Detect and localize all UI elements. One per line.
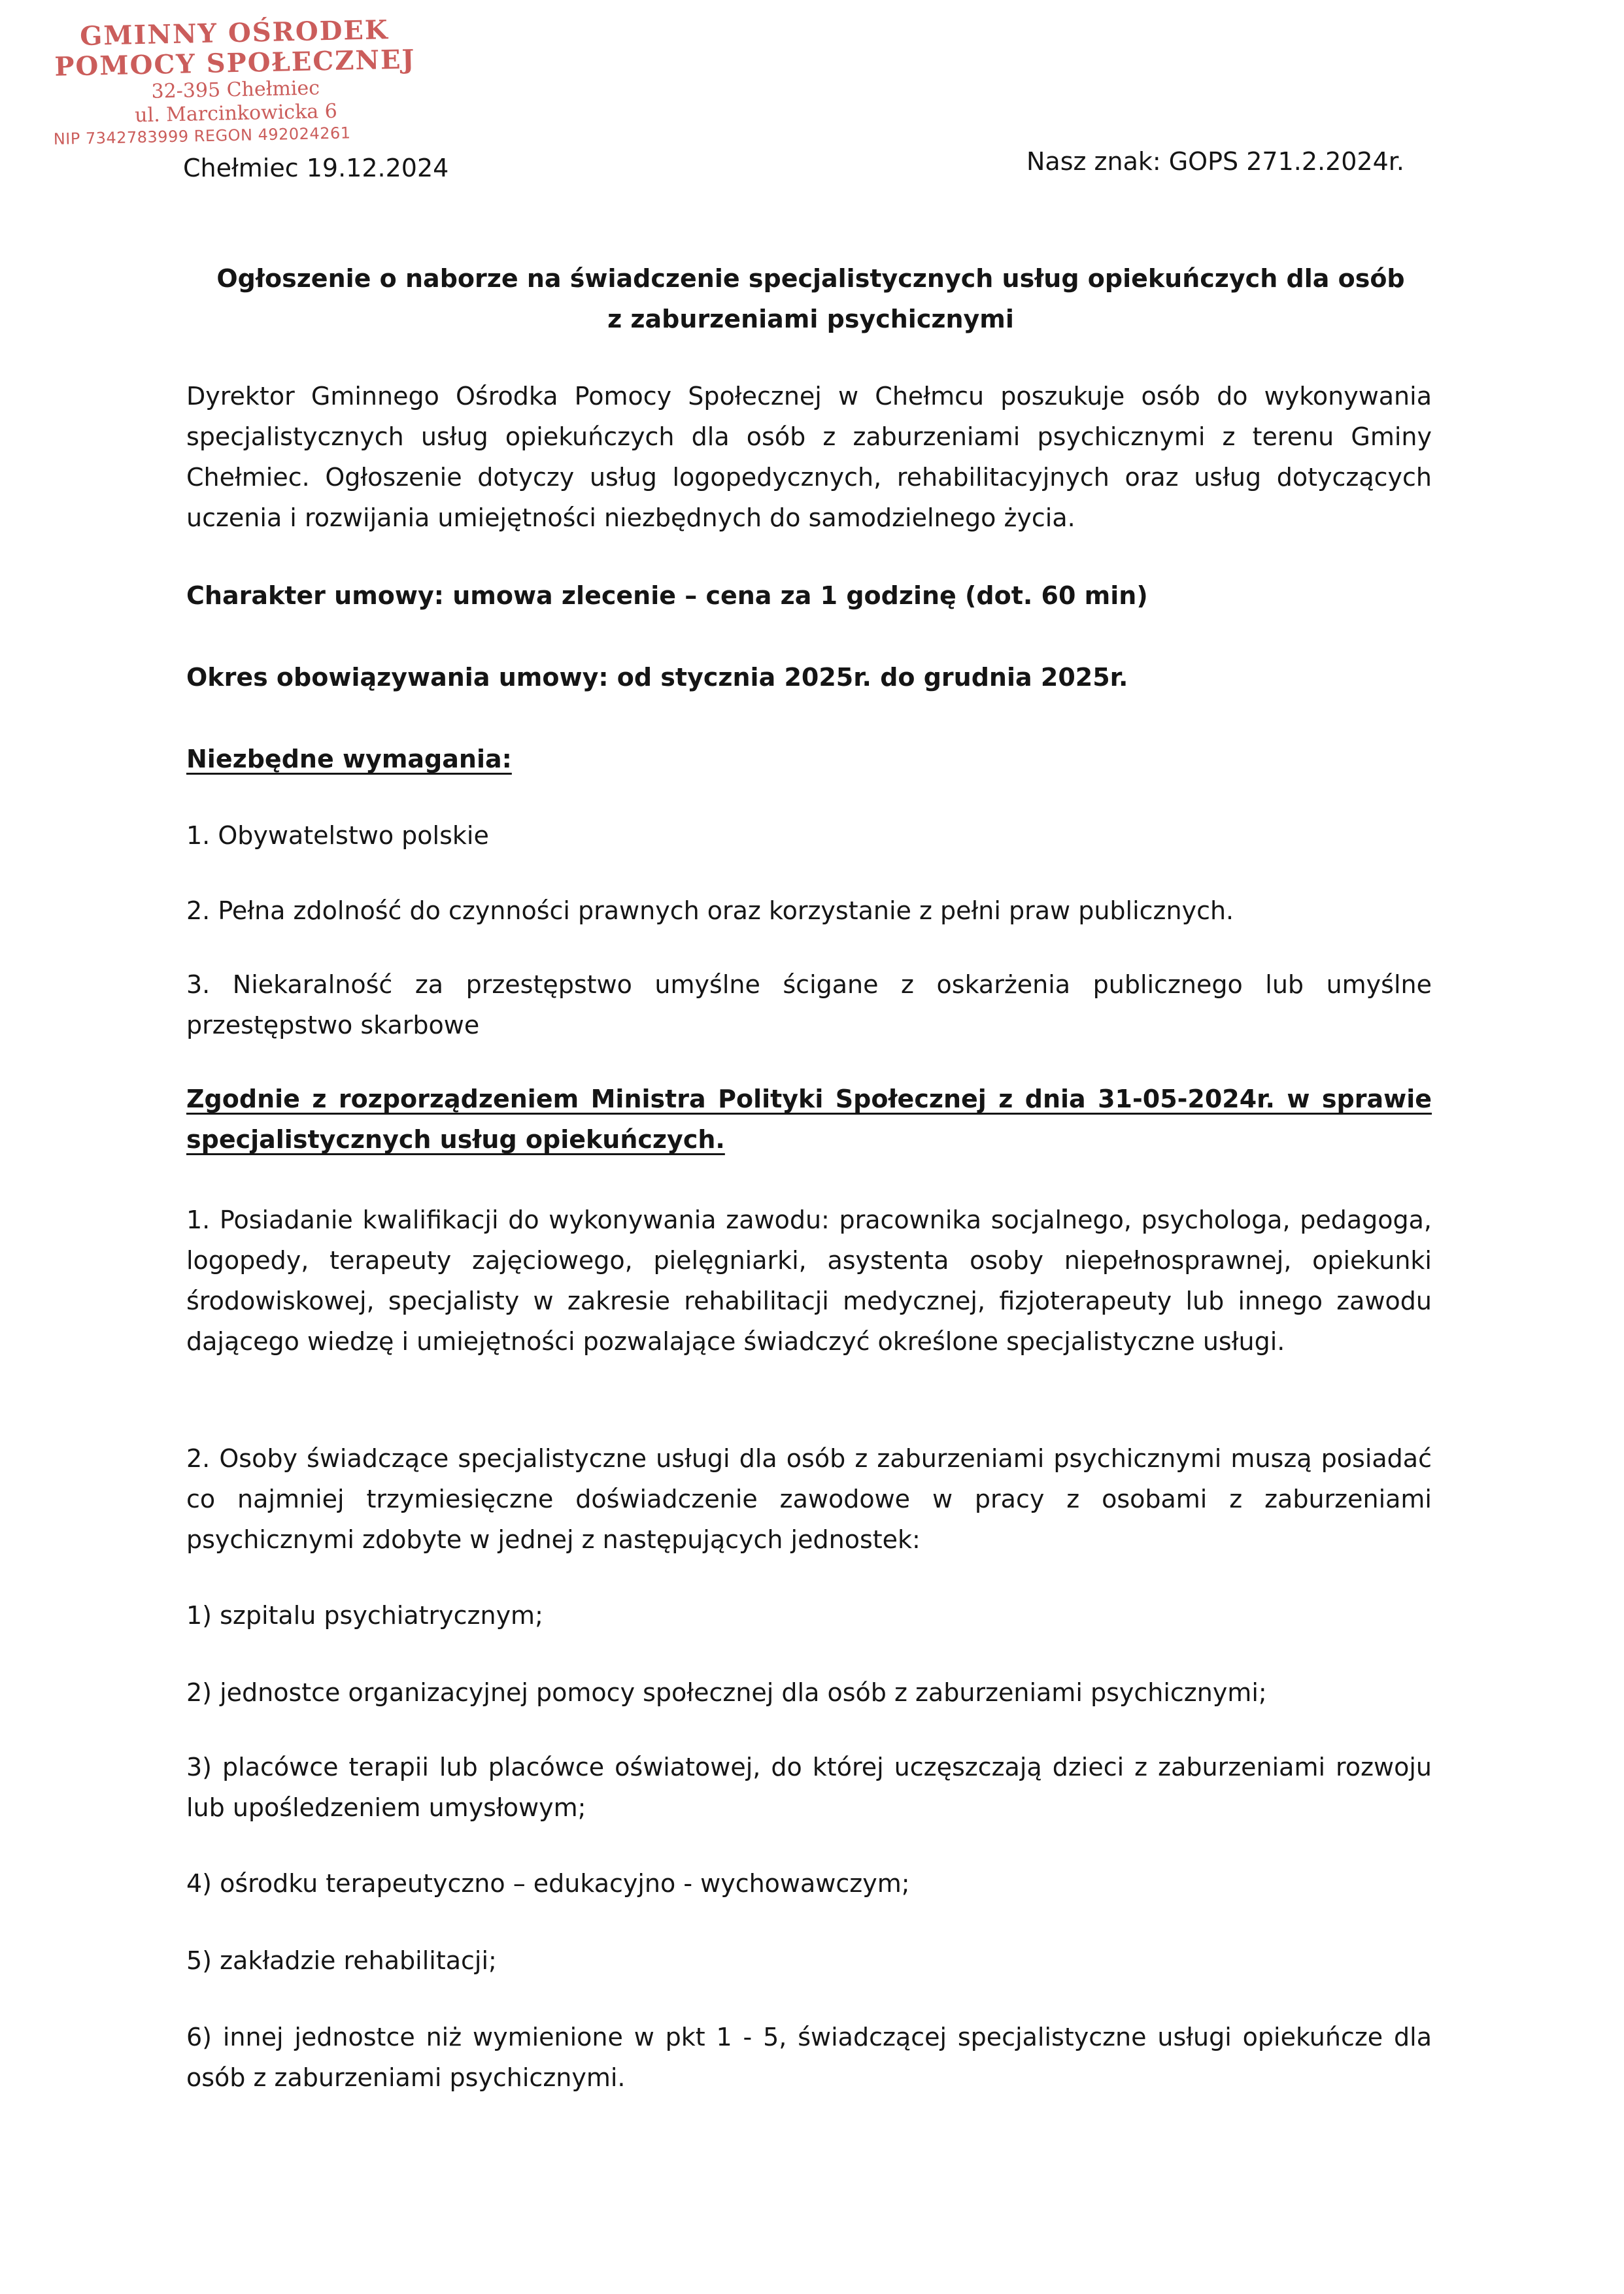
requirements-heading: Niezbędne wymagania:	[186, 745, 512, 773]
unit-item-4: 4) ośrodku terapeutyczno – edukacyjno - wychowawczym;	[186, 1869, 910, 1898]
office-stamp	[38, 14, 433, 150]
stamp-line-3: 32-395 Chełmiec	[151, 76, 320, 103]
intro-paragraph: Dyrektor Gminnego Ośrodka Pomocy Społecznej w Chełmcu poszukuje osób do wykonywania specjalistycznych usług opiekuńczych dla osób z zaburzeniami psychicznymi z terenu Gminy Chełmiec. Ogłoszenie dotyczy usług logopedycznych, rehabilitacyjnych oraz usług dotyczących uczenia i rozwijania umiejętności niezbędnych do samodzielnego życia.	[186, 382, 1432, 532]
document-title	[183, 258, 1438, 339]
contract-type: Charakter umowy: umowa zlecenie – cena za 1 godzinę (dot. 60 min)	[186, 581, 1148, 610]
title-line-2: z zaburzeniami psychicznymi	[607, 305, 1014, 333]
unit-item-3: 3) placówce terapii lub placówce oświatowej, do której uczęszczają dzieci z zaburzeniami rozwoju lub upośledzeniem umysłowym;	[186, 1753, 1432, 1822]
requirement-item-1: 1. Obywatelstwo polskie	[186, 821, 489, 850]
unit-item-6: 6) innej jednostce niż wymienione w pkt 1 - 5, świadczącej specjalistyczne usługi opiekuńcze dla osób z zaburzeniami psychicznymi.	[186, 2023, 1432, 2092]
regulation-point-2: 2. Osoby świadczące specjalistyczne usługi dla osób z zaburzeniami psychicznymi muszą posiadać co najmniej trzymiesięczne doświadczenie zawodowe w pracy z osobami z zaburzeniami psychicznymi zdobyte w jednej z następujących jednostek:	[186, 1444, 1432, 1554]
regulation-heading: Zgodnie z rozporządzeniem Ministra Polityki Społecznej z dnia 31-05-2024r. w sprawie specjalistycznych usług opiekuńczych.	[186, 1085, 1432, 1154]
unit-item-2: 2) jednostce organizacyjnej pomocy społecznej dla osób z zaburzeniami psychicznymi;	[186, 1678, 1267, 1707]
stamp-line-4: ul. Marcinkowicka 6	[134, 99, 338, 127]
unit-item-1: 1) szpitalu psychiatrycznym;	[186, 1601, 543, 1630]
requirement-item-3: 3. Niekaralność za przestępstwo umyślne ścigane z oskarżenia publicznego lub umyślne przestępstwo skarbowe	[186, 970, 1432, 1039]
regulation-point-1: 1. Posiadanie kwalifikacji do wykonywania zawodu: pracownika socjalnego, psychologa, pedagoga, logopedy, terapeuty zajęciowego, pielęgniarki, asystenta osoby niepełnosprawnej, opiekunki środowiskowej, specjalisty w zakresie rehabilitacji medycznej, fizjoterapeuty lub innego zawodu dającego wiedzę i umiejętności pozwalające świadczyć określone specjalistyczne usługi.	[186, 1206, 1432, 1356]
title-line-1: Ogłoszenie o naborze na świadczenie specjalistycznych usług opiekuńczych dla osób	[216, 264, 1405, 293]
stamp-line-5: NIP 7342783999 REGON 492024261	[53, 124, 351, 148]
reference-number: Nasz znak: GOPS 271.2.2024r.	[1026, 147, 1404, 176]
requirement-item-2: 2. Pełna zdolność do czynności prawnych oraz korzystanie z pełni praw publicznych.	[186, 896, 1234, 925]
unit-item-5: 5) zakładzie rehabilitacji;	[186, 1946, 497, 1975]
document-date: Chełmiec 19.12.2024	[183, 154, 449, 182]
contract-period: Okres obowiązywania umowy: od stycznia 2025r. do grudnia 2025r.	[186, 663, 1128, 692]
stamp-line-2: POMOCY SPOŁECZNEJ	[54, 44, 416, 82]
stamp-line-1: GMINNY OŚRODEK	[79, 14, 390, 52]
